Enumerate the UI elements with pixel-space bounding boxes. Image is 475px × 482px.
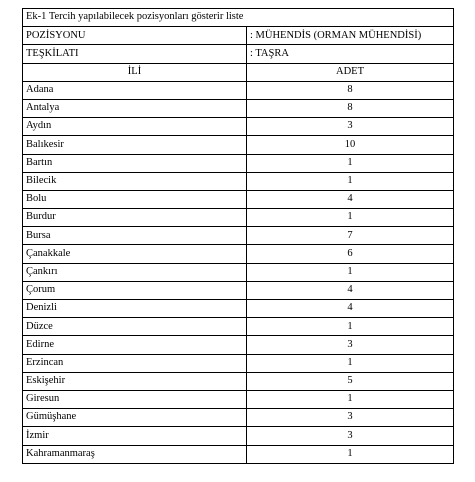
province-cell: Bilecik <box>23 172 247 190</box>
position-label: POZİSYONU <box>23 27 247 45</box>
table-row <box>23 372 454 390</box>
table-row <box>23 245 454 263</box>
province-cell: Bursa <box>23 227 247 245</box>
table-row <box>23 81 454 99</box>
count-cell: 1 <box>247 263 454 281</box>
table-row <box>23 172 454 190</box>
title-row <box>23 9 454 27</box>
count-cell: 1 <box>247 154 454 172</box>
count-cell: 1 <box>247 318 454 336</box>
province-cell: Çankırı <box>23 263 247 281</box>
province-cell: İzmir <box>23 427 247 445</box>
count-cell: 1 <box>247 209 454 227</box>
count-cell: 8 <box>247 99 454 117</box>
count-cell: 1 <box>247 445 454 463</box>
table-row <box>23 99 454 117</box>
table-row <box>23 445 454 463</box>
position-row <box>23 27 454 45</box>
province-cell: Erzincan <box>23 354 247 372</box>
province-cell: Çanakkale <box>23 245 247 263</box>
table-row <box>23 281 454 299</box>
table-row <box>23 227 454 245</box>
province-cell: Balıkesir <box>23 136 247 154</box>
organization-label: TEŞKİLATI <box>23 45 247 63</box>
province-cell: Bolu <box>23 190 247 208</box>
province-cell: Düzce <box>23 318 247 336</box>
count-cell: 1 <box>247 390 454 408</box>
province-cell: Aydın <box>23 118 247 136</box>
table-row <box>23 209 454 227</box>
province-column-header: İLİ <box>23 63 247 81</box>
table-row <box>23 154 454 172</box>
province-cell: Çorum <box>23 281 247 299</box>
count-cell: 3 <box>247 118 454 136</box>
table-row <box>23 263 454 281</box>
table-row <box>23 300 454 318</box>
province-cell: Gümüşhane <box>23 409 247 427</box>
count-cell: 1 <box>247 172 454 190</box>
province-cell: Giresun <box>23 390 247 408</box>
province-cell: Antalya <box>23 99 247 117</box>
province-cell: Adana <box>23 81 247 99</box>
table-row <box>23 427 454 445</box>
count-cell: 3 <box>247 427 454 445</box>
position-value: : MÜHENDİS (ORMAN MÜHENDİSİ) <box>247 27 454 45</box>
table-row <box>23 318 454 336</box>
count-cell: 8 <box>247 81 454 99</box>
count-cell: 10 <box>247 136 454 154</box>
table-row <box>23 336 454 354</box>
count-cell: 3 <box>247 336 454 354</box>
count-cell: 7 <box>247 227 454 245</box>
province-cell: Burdur <box>23 209 247 227</box>
table-row <box>23 409 454 427</box>
table-title: Ek-1 Tercih yapılabilecek pozisyonları gösterir liste <box>23 9 454 27</box>
organization-value: : TAŞRA <box>247 45 454 63</box>
province-cell: Eskişehir <box>23 372 247 390</box>
count-column-header: ADET <box>247 63 454 81</box>
table-row <box>23 354 454 372</box>
positions-table <box>22 8 454 464</box>
count-cell: 6 <box>247 245 454 263</box>
table-row <box>23 118 454 136</box>
count-cell: 3 <box>247 409 454 427</box>
province-cell: Bartın <box>23 154 247 172</box>
province-cell: Edirne <box>23 336 247 354</box>
count-cell: 1 <box>247 354 454 372</box>
table-row <box>23 136 454 154</box>
count-cell: 5 <box>247 372 454 390</box>
table-row <box>23 390 454 408</box>
count-cell: 4 <box>247 190 454 208</box>
count-cell: 4 <box>247 281 454 299</box>
count-cell: 4 <box>247 300 454 318</box>
organization-row <box>23 45 454 63</box>
column-header-row <box>23 63 454 81</box>
province-cell: Denizli <box>23 300 247 318</box>
province-cell: Kahramanmaraş <box>23 445 247 463</box>
positions-table-body <box>23 9 454 464</box>
table-row <box>23 190 454 208</box>
